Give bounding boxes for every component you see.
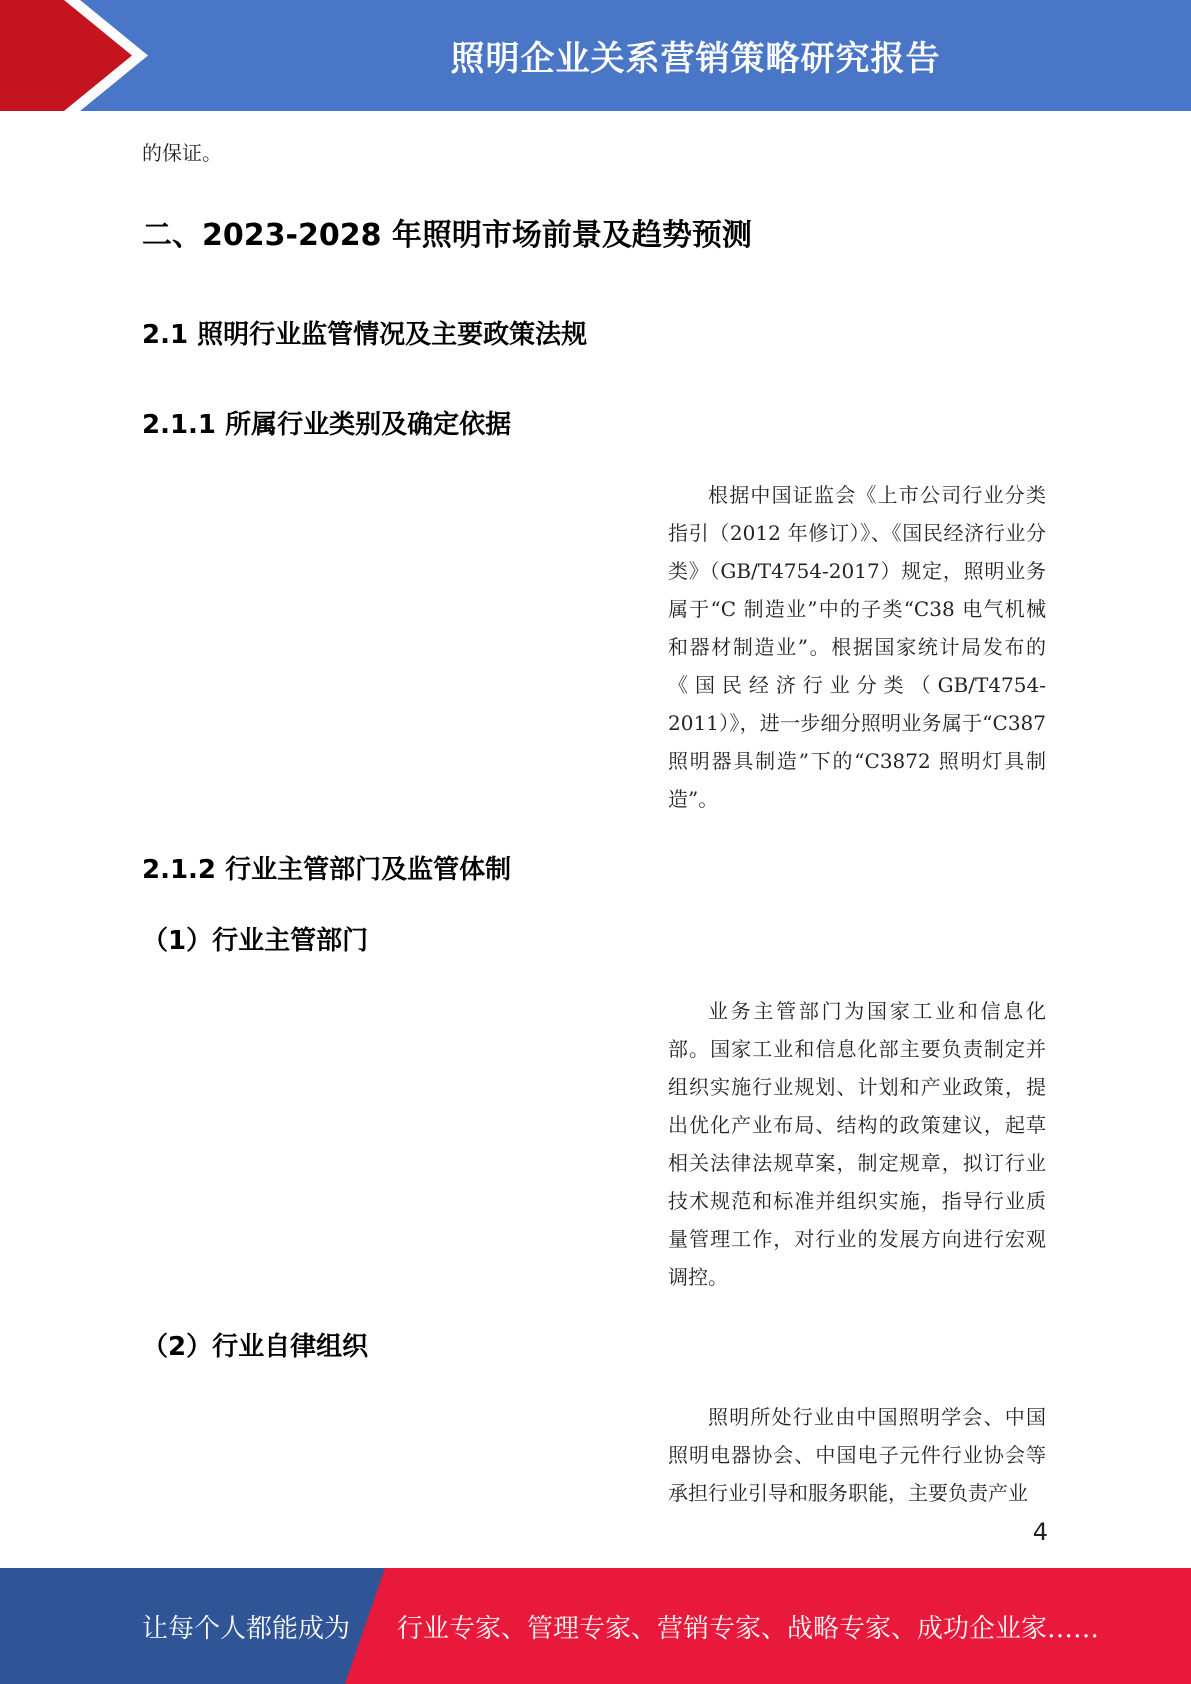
paragraph-self-regulation: 照明所处行业由中国照明学会、中国照明电器协会、中国电子元件行业协会等承担行业引导和服务职能，主要负责产业	[668, 1405, 1046, 1505]
paragraph-industry-category: 根据中国证监会《上市公司行业分类指引（2012 年修订）》、《国民经济行业分类》（GB/T4754-2017）规定，照明业务属于“C 制造业”中的子类“C38 电气机械和器材制造业”。根据国家统计局发布的《国民经济行业分类（GB/T4754-2011）》，进一步细分照明业务属于“C387 照明器具制造”下的“C3872 照明灯具制造”。	[668, 483, 1046, 811]
page-footer	[0, 1568, 1191, 1684]
subheading-self-regulation: （2）行业自律组织	[142, 1332, 369, 1362]
report-title: 照明企业关系营销策略研究报告	[450, 39, 941, 79]
footer-slogan-left: 让每个人都能成为	[142, 1613, 351, 1644]
footer-slogan-right: 行业专家、管理专家、营销专家、战略专家、成功企业家……	[397, 1613, 1100, 1644]
section-heading-2-1: 2.1 照明行业监管情况及主要政策法规	[142, 320, 588, 350]
section-heading-2-1-2: 2.1.2 行业主管部门及监管体制	[142, 855, 512, 885]
page-header	[0, 0, 1191, 111]
continuation-text: 的保证。	[142, 141, 222, 165]
chapter-heading: 二、2023-2028 年照明市场前景及趋势预测	[142, 218, 752, 253]
section-heading-2-1-1: 2.1.1 所属行业类别及确定依据	[142, 410, 512, 440]
paragraph-authority: 业务主管部门为国家工业和信息化部。国家工业和信息化部主要负责制定并组织实施行业规划、计划和产业政策，提出优化产业布局、结构的政策建议，起草相关法律法规草案，制定规章，拟订行业技术规范和标准并组织实施，指导行业质量管理工作，对行业的发展方向进行宏观调控。	[668, 999, 1046, 1289]
subheading-authority: （1）行业主管部门	[142, 926, 369, 956]
header-arrow-icon	[0, 0, 160, 111]
page-number: 4	[1032, 1518, 1048, 1546]
